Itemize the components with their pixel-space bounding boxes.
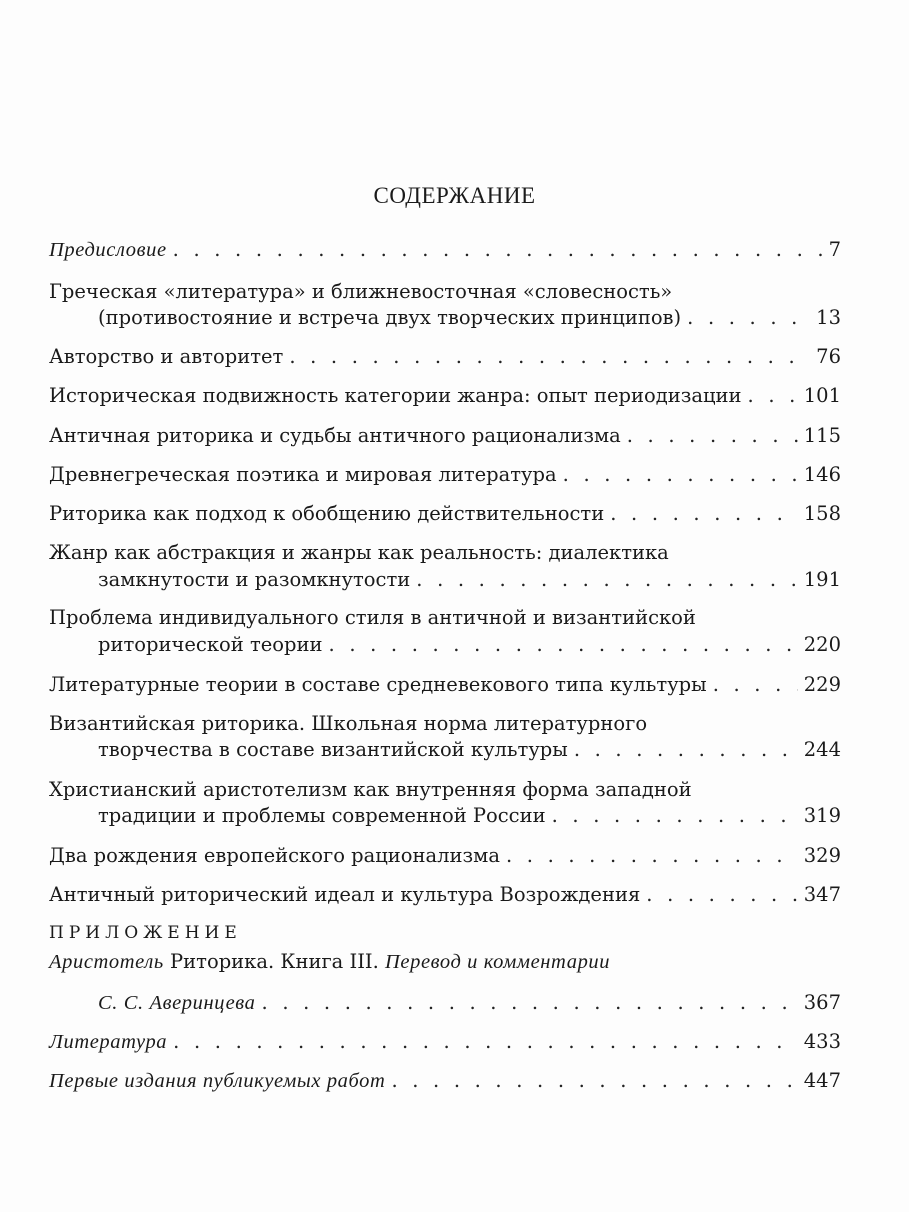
appendix-work: Риторика. Книга III.	[163, 950, 386, 973]
dot-leader	[289, 345, 810, 368]
toc-entry-title: Литература	[49, 1031, 168, 1053]
toc-entry-title: Античный риторический идеал и культура Возрождения	[49, 883, 641, 906]
toc-entry[interactable]	[49, 463, 841, 489]
toc-entry-page: 146	[803, 463, 841, 486]
toc-entry-page: 319	[803, 804, 841, 827]
dot-leader	[646, 883, 798, 906]
toc-entry[interactable]	[49, 384, 841, 410]
dot-leader	[563, 463, 798, 486]
toc-entry-page: 115	[803, 424, 841, 447]
dot-leader	[687, 306, 810, 329]
toc-entry-title: риторической теории	[98, 633, 323, 656]
toc-entry-page: 158	[803, 502, 841, 525]
appendix-author: Аристотель	[49, 951, 164, 973]
toc-entry[interactable]	[49, 424, 841, 450]
appendix-heading-row	[49, 923, 841, 949]
dot-leader	[552, 804, 798, 827]
toc-entry-title: Христианский аристотелизм как внутренняя форма западной	[49, 778, 692, 801]
toc-entry[interactable]	[49, 606, 841, 632]
toc-entry-continuation[interactable]	[98, 738, 841, 764]
dot-leader	[416, 568, 798, 591]
toc-entry-page: 329	[803, 844, 841, 867]
toc-entry-page: 244	[803, 738, 841, 761]
toc-entry[interactable]	[49, 673, 841, 699]
toc-entry[interactable]	[49, 502, 841, 528]
toc-entry-title: Античная риторика и судьбы античного рационализма	[49, 424, 621, 447]
dot-leader	[173, 238, 823, 261]
dot-leader	[506, 844, 798, 867]
toc-entry[interactable]	[49, 844, 841, 870]
toc-entry-page: 13	[816, 306, 841, 329]
toc-entry[interactable]	[49, 712, 841, 738]
toc-entry-page: 220	[803, 633, 841, 656]
dot-leader	[173, 1030, 798, 1053]
toc-entry-page: 447	[803, 1069, 841, 1092]
toc-entry[interactable]	[49, 345, 841, 371]
dot-leader	[262, 991, 798, 1014]
dot-leader	[610, 502, 798, 525]
toc-entry-continuation[interactable]	[98, 568, 841, 594]
appendix-translator: С. С. Аверинцева	[98, 992, 256, 1014]
dot-leader	[329, 633, 798, 656]
toc-entry-title: Жанр как абстракция и жанры как реальность: диалектика	[49, 541, 669, 564]
appendix-note: Перевод и комментарии	[385, 951, 611, 973]
toc-entry[interactable]	[49, 1069, 841, 1095]
dot-leader	[713, 673, 798, 696]
toc-entry-title: Первые издания публикуемых работ	[49, 1070, 386, 1092]
toc-entry-title: творчества в составе византийской культуры	[98, 738, 568, 761]
toc-entry-title: Литературные теории в составе средневекового типа культуры	[49, 673, 707, 696]
toc-entry-title: Риторика как подход к обобщению действительности	[49, 502, 605, 525]
appendix-entry[interactable]	[49, 950, 841, 976]
toc-entry[interactable]	[49, 778, 841, 804]
toc-entry-page: 101	[803, 384, 841, 407]
toc-entry-title: Два рождения европейского рационализма	[49, 844, 500, 867]
toc-entry[interactable]	[49, 238, 841, 264]
toc-entry-title: Древнегреческая поэтика и мировая литература	[49, 463, 557, 486]
toc-entry-title: (противостояние и встреча двух творческих принципов)	[98, 306, 682, 329]
toc-entry-title: Проблема индивидуального стиля в античной и византийской	[49, 606, 696, 629]
toc-entry[interactable]	[49, 541, 841, 567]
toc-entry-continuation[interactable]	[98, 633, 841, 659]
toc-entry-page: 76	[816, 345, 841, 368]
dot-leader	[391, 1069, 797, 1092]
toc-entry-page: 191	[803, 568, 841, 591]
toc-entry-title: замкнутости и разомкнутости	[98, 568, 411, 591]
page-title: СОДЕРЖАНИЕ	[373, 183, 536, 208]
toc-entry[interactable]	[49, 883, 841, 909]
toc-entry-continuation[interactable]	[98, 804, 841, 830]
toc-entry-title: Историческая подвижность категории жанра: опыт периодизации	[49, 384, 742, 407]
dot-leader	[627, 424, 798, 447]
toc-entry-title: Византийская риторика. Школьная норма литературного	[49, 712, 648, 735]
appendix-heading: ПРИЛОЖЕНИЕ	[49, 923, 242, 943]
toc-entry-continuation[interactable]	[98, 306, 841, 332]
toc-entry[interactable]	[49, 1030, 841, 1056]
toc-entry-page: 229	[803, 673, 841, 696]
dot-leader	[748, 384, 798, 407]
toc-entry-page: 367	[803, 991, 841, 1014]
toc-entry-page: 347	[803, 883, 841, 906]
toc-entry-page: 433	[803, 1030, 841, 1053]
toc-entry-page: 7	[828, 238, 841, 261]
toc-entry-title: Предисловие	[49, 239, 167, 261]
dot-leader	[574, 738, 798, 761]
toc-entry-title: Авторство и авторитет	[49, 345, 284, 368]
toc-entry-title: Греческая «литература» и ближневосточная «словесность»	[49, 280, 673, 303]
toc-entry[interactable]	[49, 280, 841, 306]
appendix-entry-continuation[interactable]	[98, 991, 841, 1017]
toc-entry-title: традиции и проблемы современной России	[98, 804, 546, 827]
